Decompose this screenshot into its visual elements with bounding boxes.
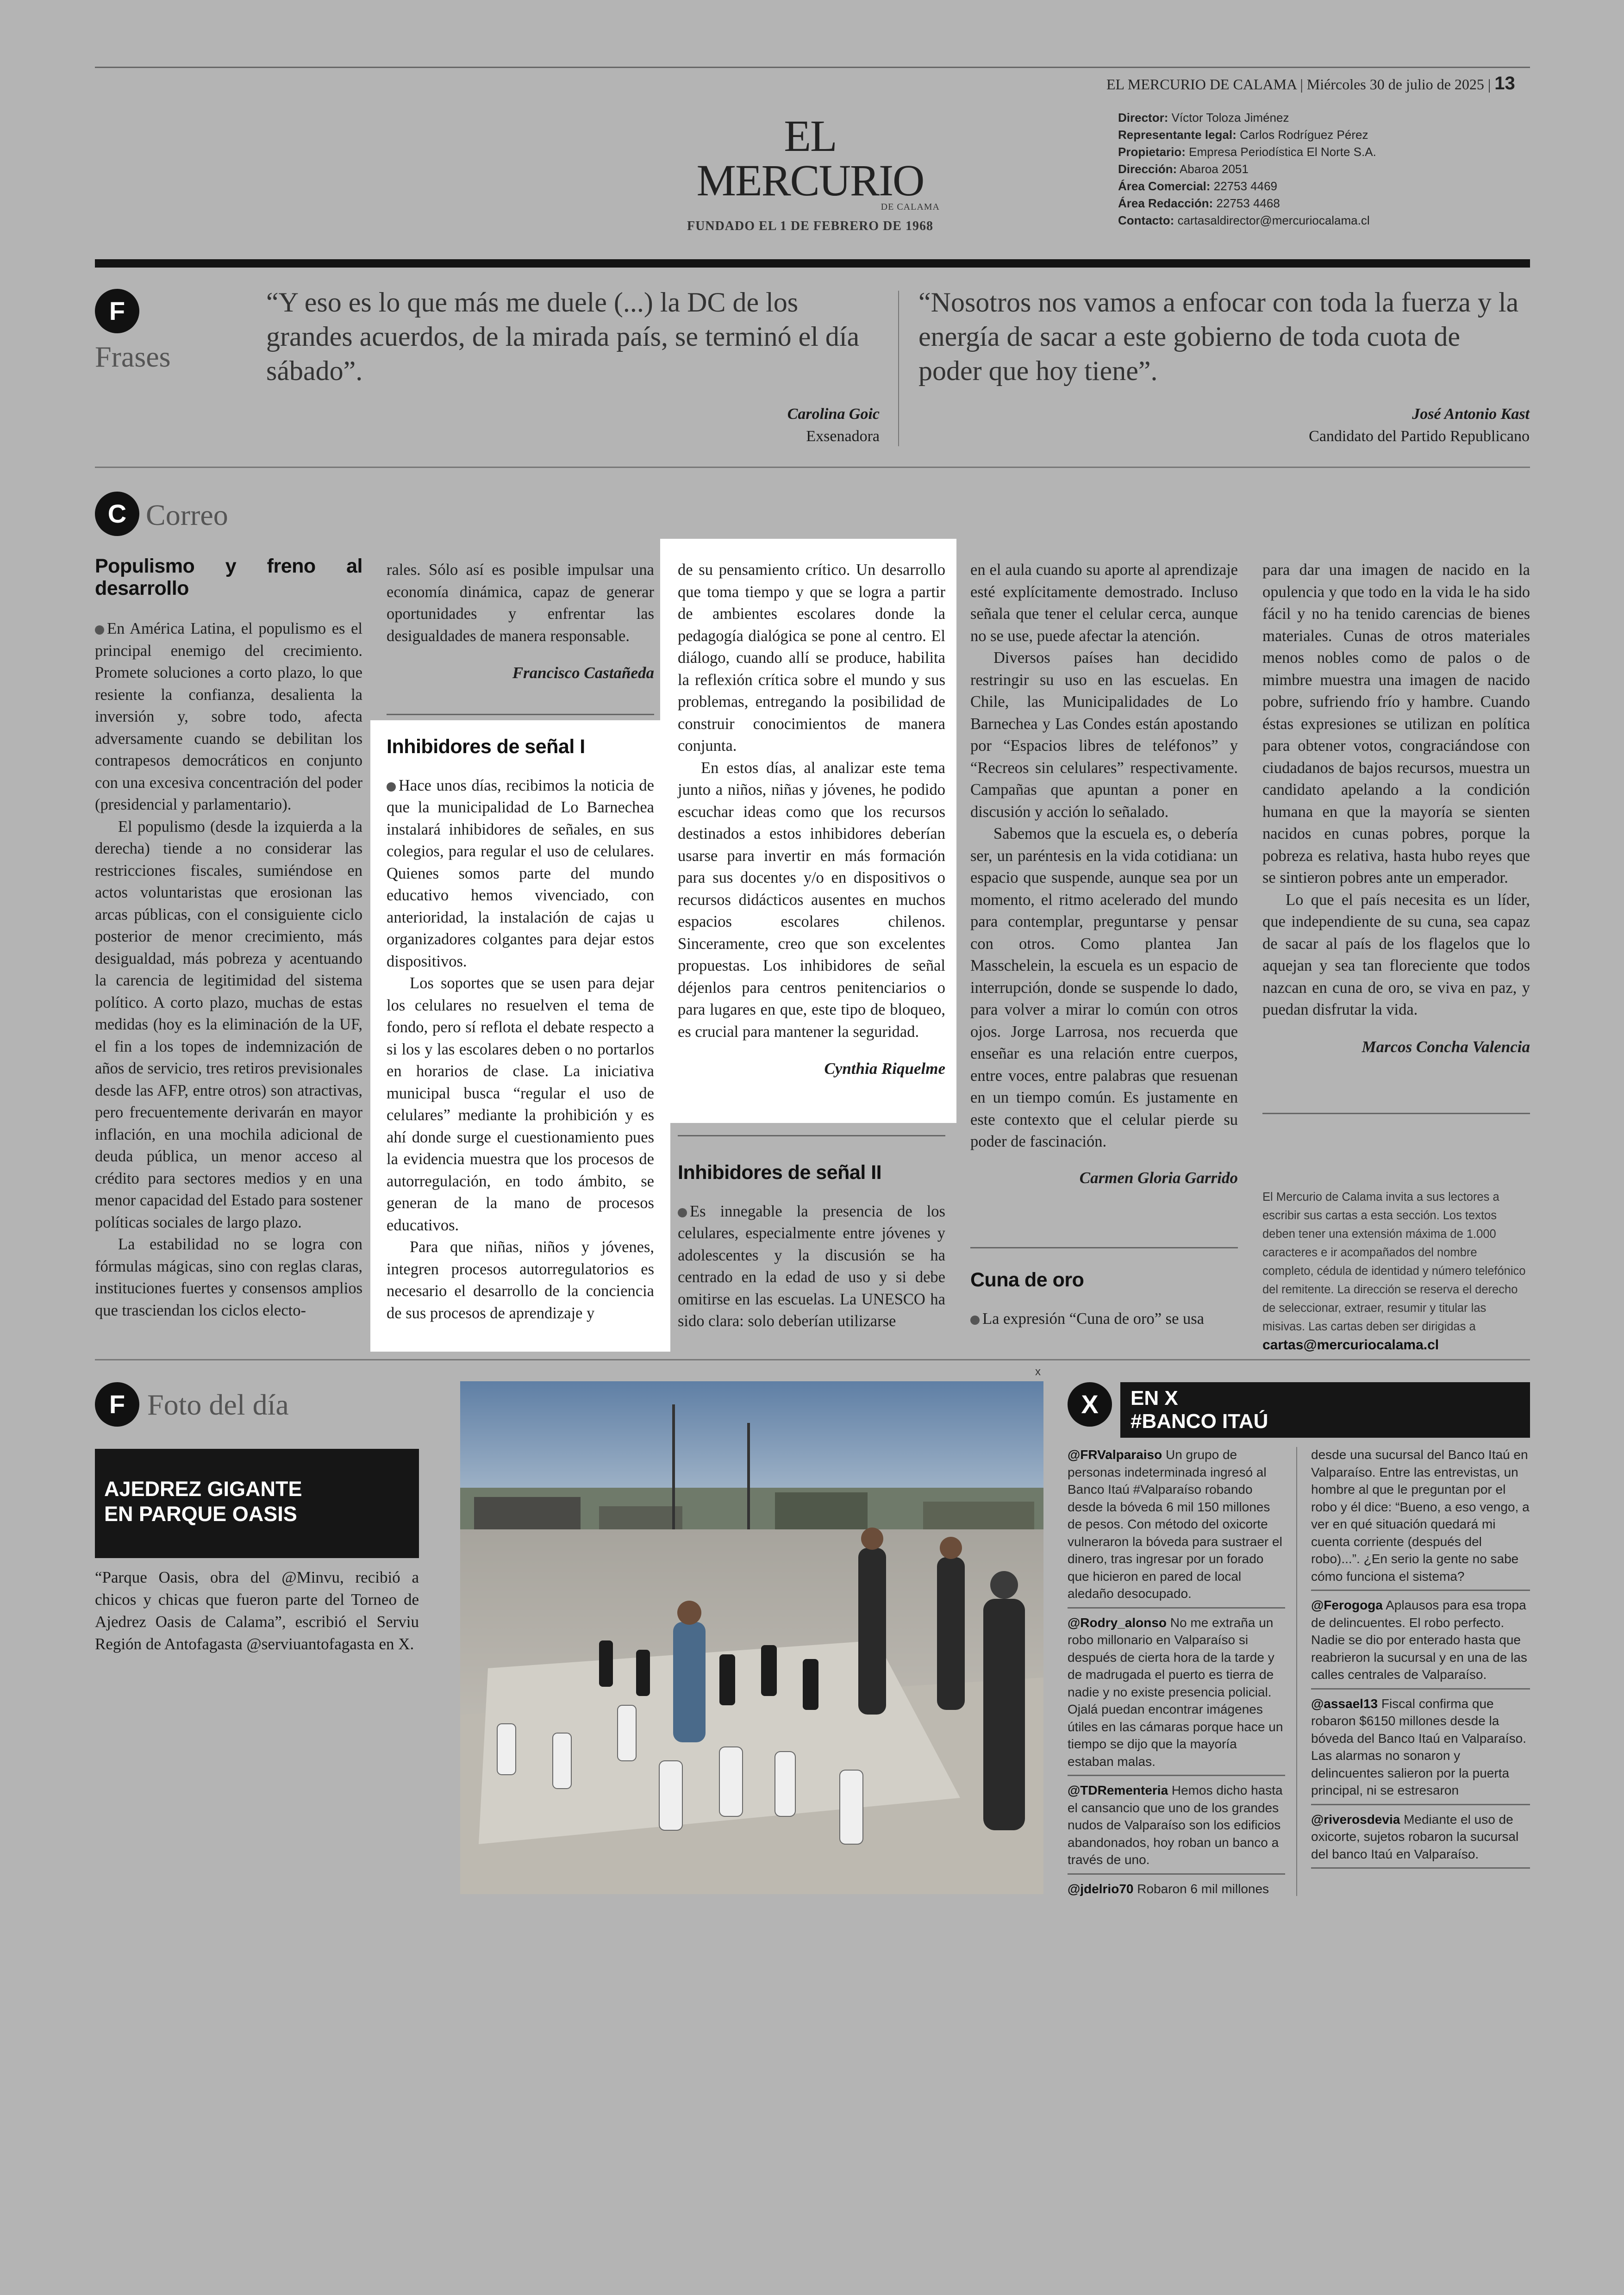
quote-kast-author: José Antonio Kast	[1412, 405, 1530, 423]
staff-newsroom	[1118, 195, 1470, 212]
letter-inhibidores2-headline: Inhibidores de señal II	[678, 1161, 882, 1184]
letter-inhibidores2-p4: Sabemos que la escuela es, o debería ser, un paréntesis en la vida cotidiana: un espacio que suspende, aunque sea por un momento, el ritmo acelerado del mundo para contemplar, preguntarse y pensar con otros. Como plantea Jan Masschelein, la escuela es un espacio de interrupción, donde se suspende lo dado, para volver a mirar lo común con otros ojos. Jorge Larrosa, nos recuerda que enseñar es una relación entre cuerpos, entre voces, entre palabras que resuenan en un tiempo común. Es justamente en este contexto que el celular pierde su poder de fascinación.	[970, 825, 1238, 1150]
enx-col-divider	[1296, 1447, 1297, 1896]
correo-bottom-rule	[95, 1359, 1530, 1360]
staff-label: Dirección:	[1118, 162, 1177, 176]
tweet	[1311, 1597, 1530, 1690]
letter-inhibidores1-p4: de su pensamiento crítico. Un desarrollo que toma tiempo y que se logra a partir de ambientes escolares donde la pedagogía dialógica se pone al centro. El diálogo, cuando allí se produce, habilita la reflexión crítica sobre el mundo y sus problemas, entregando la posibilidad de construir conocimientos de manera conjunta.	[678, 561, 945, 755]
masthead-subtitle: DE CALAMA	[881, 202, 940, 212]
letter-inhibidores2-signature: Carmen Gloria Garrido	[1079, 1168, 1238, 1187]
letters-notice-text: El Mercurio de Calama invita a sus lectores a escribir sus cartas a esta sección. Los textos deben tener una extensión máxima de 1.000 caracteres e ir acompañados del nombre completo, cédula de identidad y número telefónico del remitente. La dirección se reserva el derecho de seleccionar, extraer, resumir y titular las misivas. Las cartas deben ser dirigidas a	[1262, 1191, 1526, 1333]
tweet	[1311, 1695, 1530, 1805]
top-rule	[95, 67, 1530, 68]
staff-value: cartasaldirector@mercuriocalama.cl	[1177, 213, 1370, 227]
tweet	[1311, 1811, 1530, 1869]
letter-populismo-col1	[95, 555, 362, 1322]
staff-box	[1118, 109, 1470, 229]
bullet-dot	[970, 1316, 980, 1325]
staff-label: Director:	[1118, 111, 1168, 125]
tweet-text: Un grupo de personas indeterminada ingresó al Banco Itaú #Valparaíso robando desde la bóveda 6 mil 150 millones de pesos. Con método del oxicorte vulneraron la bóveda para sustraer el dinero, tras ingresar por un forado que hicieron en pared de local aledaño desocupado.	[1068, 1447, 1282, 1601]
letter-cuna-headline: Cuna de oro	[970, 1269, 1084, 1291]
frases-title: Frases	[95, 340, 171, 373]
letter-cuna-p3: Lo que el país necesita es un líder, que independiente de su cuna, sea capaz de sacar al país de los flagelos que lo aquejan y sea tan floreciente que todos nazcan en cuna de oro, se viva en paz, y puedan disfrutar la vida.	[1262, 891, 1530, 1018]
letter-populismo-p1-text: En América Latina, el populismo es el principal enemigo del crecimiento. Promete soluciones a corto plazo, lo que resiente la confianza, desalienta la inversión y, sobre todo, afecta adversamente cuando se debilitan los contrapesos democráticos en conjunto con una excesiva concentración del poder (presidencial y parlamentario).	[95, 620, 362, 813]
letter-inhibidores1-col3	[678, 559, 945, 1080]
foto-headline: AJEDREZ GIGANTE EN PARQUE OASIS	[104, 1477, 302, 1526]
staff-contact	[1118, 212, 1470, 229]
letter-inhibidores1-p1	[387, 775, 654, 973]
chess-photo-image	[460, 1381, 1043, 1894]
staff-value: Carlos Rodríguez Pérez	[1239, 128, 1368, 142]
letter-inhibidores1-p2: Los soportes que se usen para dejar los celulares no resuelven el tema de fondo, pero sí reflota el debate respecto a si los y las escolares deben o no portarlos en horarios de clase. La iniciativa municipal busca “regular el uso de celulares” mediante la prohibición y es ahí donde surge el cuestionamiento pues la evidencia muestra que los procesos de autorregulación, en todo ámbito, se generan de la mano de procesos educativos.	[387, 974, 654, 1234]
staff-director	[1118, 109, 1470, 126]
tweet	[1068, 1880, 1285, 1902]
staff-value: Víctor Toloza Jiménez	[1171, 111, 1289, 125]
frases-divider	[898, 291, 899, 446]
tweet-text: Aplausos para esa tropa de delincuentes. El robo perfecto. Nadie se dio por enterado hasta que reabrieron la sucursal y en una de las calles centrales de Valparaíso.	[1311, 1598, 1527, 1682]
foto-badge: F	[95, 1382, 139, 1427]
page-info	[1106, 73, 1515, 94]
staff-value: 22753 4469	[1213, 179, 1278, 193]
letter-inhibidores2-col3	[678, 1162, 945, 1333]
letter-populismo-p1	[95, 618, 362, 816]
header-thick-rule	[95, 259, 1530, 268]
tweet-text: Mediante el uso de oxicorte, sujetos robaron la sucursal del banco Itaú en Valparaíso.	[1311, 1812, 1519, 1861]
letter-cuna-p1-text: La expresión “Cuna de oro” se usa	[982, 1310, 1204, 1328]
letter-inhibidores2-p1	[678, 1201, 945, 1333]
staff-label: Propietario:	[1118, 145, 1186, 159]
masthead	[681, 111, 940, 234]
tweet	[1068, 1782, 1285, 1875]
staff-owner	[1118, 143, 1470, 161]
letter-inhibidores1-col2	[387, 736, 654, 1324]
col4-divider	[970, 1247, 1238, 1248]
letter-inhibidores1-signature: Cynthia Riquelme	[824, 1060, 945, 1078]
tweet-continuation: desde una sucursal del Banco Itaú en Valparaíso. Entre las entrevistas, un hombre al que le preguntan por el robo y él dice: “Bueno, a eso vengo, a ver en qué situación quedará mi cuenta corriente (después del robo)...”. ¿En serio la gente no sabe cómo funciona el sistema?	[1311, 1446, 1530, 1591]
tweet-handle[interactable]: @TDRementeria	[1068, 1783, 1168, 1797]
bullet-dot	[678, 1208, 687, 1217]
letter-inhibidores2-col4	[970, 559, 1238, 1189]
letter-cuna-p2: para dar una imagen de nacido en la opulencia y que todo en la vida le ha sido fácil y no ha tenido carencias de bienes materiales. Cunas de otros materiales menos nobles como de palos o de mimbre muestra una imagen de nacido pobre, sufriendo frío y hambre. Cuando éstas expresiones se utilizan en política para obtener votos, congraciándose con ciudadanos de bajos recursos, muestra un candidato apelando a la condición humana en que la mayoría se sienten nacidos en cunas pobres, porque la pobreza es relativa, hasta hubo reyes que se sintieron pobres ante un emperador.	[1262, 561, 1530, 886]
tweet-text: Fiscal confirma que robaron $6150 millones desde la bóveda del Banco Itaú en Valparaíso. Las alarmas no sonaron y delincuentes salieron por la puerta principal, ni se estresaron	[1311, 1696, 1526, 1797]
letter-inhibidores2-p1-text: Es innegable la presencia de los celulares, especialmente entre jóvenes y adolescentes y la discusión se ha centrado en la edad de uso y si debe omitirse en las escuelas. La UNESCO ha sido clara: solo deberían utilizarse	[678, 1202, 945, 1330]
bullet-dot	[387, 782, 396, 792]
quote-kast-role: Candidato del Partido Republicano	[1309, 428, 1530, 445]
letters-notice-email[interactable]: cartas@mercuriocalama.cl	[1262, 1337, 1439, 1353]
enx-col2	[1311, 1446, 1530, 1874]
staff-legal	[1118, 126, 1470, 143]
enx-badge: X	[1068, 1382, 1112, 1427]
frases-badge: F	[95, 289, 139, 333]
col3-divider	[678, 1135, 945, 1136]
tweet-handle[interactable]: @FRValparaiso	[1068, 1447, 1162, 1462]
staff-value: Abaroa 2051	[1179, 162, 1249, 176]
quote-kast: “Nosotros nos vamos a enfocar con toda la fuerza y la energía de sacar a este gobierno de toda cuota de poder que hoy tiene”.	[918, 287, 1519, 386]
letter-populismo-p4: rales. Sólo así es posible impulsar una economía dinámica, capaz de generar oportunidades y enfrentar las desigualdades de manera responsable.	[387, 561, 654, 645]
frases-bottom-rule	[95, 467, 1530, 468]
foto-caption: “Parque Oasis, obra del @Minvu, recibió a chicos y chicas que fueron parte del Torneo de Ajedrez Oasis de Calama”, escribió el Serviu Región de Antofagasta @serviuantofagasta en X.	[95, 1568, 419, 1653]
letters-notice	[1262, 1188, 1530, 1355]
staff-label: Área Comercial:	[1118, 179, 1211, 193]
tweet-text: Robaron 6 mil millones	[1137, 1881, 1269, 1896]
letter-cuna-p1	[970, 1308, 1238, 1330]
tweet-handle[interactable]: @Rodry_alonso	[1068, 1615, 1167, 1630]
enx-title-line2: #BANCO ITAÚ	[1131, 1410, 1268, 1433]
correo-badge: C	[95, 492, 139, 536]
letter-inhibidores1-headline: Inhibidores de señal I	[387, 736, 585, 758]
letter-inhibidores1-p1-text: Hace unos días, recibimos la noticia de que la municipalidad de Lo Barnechea instalará inhibidores de señales, en sus colegios, para regular el uso de celulares. Quienes somos parte del mundo educativo hemos vivenciado, con anterioridad, la instalación de cajas u organizadores colgantes para dejar estos dispositivos.	[387, 776, 654, 970]
col2-divider	[387, 714, 654, 715]
correo-title: Correo	[146, 499, 228, 531]
letter-populismo-headline: Populismo y freno al desarrollo	[95, 555, 362, 599]
letter-cuna-col4	[970, 1269, 1238, 1330]
tweet-handle[interactable]: @riverosdevia	[1311, 1812, 1400, 1827]
quote-goic: “Y eso es lo que más me duele (...) la DC de los grandes acuerdos, de la mirada país, se terminó el día sábado”.	[266, 287, 860, 386]
staff-commercial	[1118, 178, 1470, 195]
bullet-dot	[95, 625, 104, 635]
tweet	[1068, 1614, 1285, 1777]
page-info-text: EL MERCURIO DE CALAMA | Miércoles 30 de julio de 2025 |	[1106, 76, 1491, 93]
tweet-handle[interactable]: @assael13	[1311, 1696, 1378, 1711]
quote-goic-author: Carolina Goic	[787, 405, 880, 423]
letter-populismo-p3: La estabilidad no se logra con fórmulas mágicas, sino con reglas claras, instituciones fuertes y consensos amplios que trasciendan los ciclos electo-	[95, 1235, 362, 1319]
staff-value: Empresa Periodística El Norte S.A.	[1189, 145, 1376, 159]
staff-label: Contacto:	[1118, 213, 1174, 227]
photo-close-mark[interactable]: x	[1035, 1366, 1041, 1378]
staff-address	[1118, 161, 1470, 178]
tweet-text: Hemos dicho hasta el cansancio que uno de los grandes nudos de Valparaíso son los edificios abandonados, hoy roban un banco a través de uno.	[1068, 1783, 1283, 1867]
tweet	[1068, 1446, 1285, 1609]
letter-cuna-signature: Marcos Concha Valencia	[1362, 1037, 1530, 1056]
staff-value: 22753 4468	[1216, 196, 1280, 210]
chess-photo	[460, 1381, 1043, 1894]
col5-divider	[1262, 1113, 1530, 1114]
letter-inhibidores1-p3: Para que niñas, niños y jóvenes, integren procesos autorregulatorios es necesario el desarrollo de la conciencia de sus procesos de aprendizaje y	[387, 1238, 654, 1322]
letter-cuna-col5	[1262, 559, 1530, 1058]
tweet-text: No me extraña un robo millonario en Valparaíso si después de cierta hora de la tarde y de madrugada el puerto es tierra de nadie y no existe presencia policial. Ojalá puedan encontrar imágenes útiles en las cámaras porque hace un tiempo se dijo que la mayoría estaban malas.	[1068, 1615, 1283, 1769]
staff-label: Área Redacción:	[1118, 196, 1213, 210]
masthead-title: EL MERCURIO	[696, 111, 924, 205]
letter-populismo-p2: El populismo (desde la izquierda a la derecha) tiende a no considerar las restricciones fiscales, sumiéndose en actos voluntaristas que erosionan las arcas públicas, con el consiguiente ciclo posterior de menor crecimiento, más desigualdad, más pobreza y acentuando la carencia de legitimidad del sistema político. A corto plazo, muchas de estas medidas (hoy es la eliminación de la UF, el fin a los topes de indemnización de años de servicio, tres retiros previsionales desde las AFP, entre otros) son atractivas, pero frecuentemente derivarán en mayor inflación, en una mochila adicional de deuda pública, un menor acceso al crédito para sectores medios y en una menor capacidad del Estado para sostener políticas sociales de largo plazo.	[95, 817, 362, 1231]
letter-populismo-signature: Francisco Castañeda	[512, 664, 654, 682]
letter-inhibidores1-p5: En estos días, al analizar este tema junto a niños, niñas y jóvenes, he podido escuchar ideas como que los recursos destinados a estos inhibidores deberían usarse para invertir en más formación para sus docentes y/o en dispositivos o recursos didácticos ausentes en muchos espacios escolares chilenos. Sinceramente, creo que son excelentes propuestas. Los inhibidores de señal déjenlos para centros penitenciarios o para lugares en que, este tipo de bloqueo, es crucial para mantener la seguridad.	[678, 759, 945, 1041]
tweet-handle[interactable]: @Ferogoga	[1311, 1598, 1383, 1612]
staff-label: Representante legal:	[1118, 128, 1237, 142]
enx-title-line1: EN X	[1131, 1387, 1178, 1409]
quote-goic-role: Exsenadora	[806, 428, 880, 445]
tweet-handle[interactable]: @jdelrio70	[1068, 1881, 1134, 1896]
enx-title-box	[1120, 1382, 1530, 1438]
letter-populismo-col2	[387, 559, 654, 684]
enx-col1	[1068, 1446, 1285, 1908]
page-number: 13	[1494, 73, 1515, 94]
letter-inhibidores2-p3: Diversos países han decidido restringir su uso en las escuelas. En Chile, las Municipalidades de Lo Barnechea y Las Condes están apostando por “Espacios libres de teléfonos” y “Recreos sin celulares” respectivamente. Campañas que apuntan a poner en discusión y acción lo señalado.	[970, 649, 1238, 821]
foto-headline-box	[95, 1449, 419, 1558]
masthead-founded: FUNDADO EL 1 DE FEBRERO DE 1968	[687, 219, 933, 233]
foto-title: Foto del día	[147, 1388, 289, 1421]
letter-inhibidores2-p2: en el aula cuando su aporte al aprendizaje esté explícitamente demostrado. Incluso señala que tener el celular cerca, aunque no se use, puede afectar la atención.	[970, 561, 1238, 645]
